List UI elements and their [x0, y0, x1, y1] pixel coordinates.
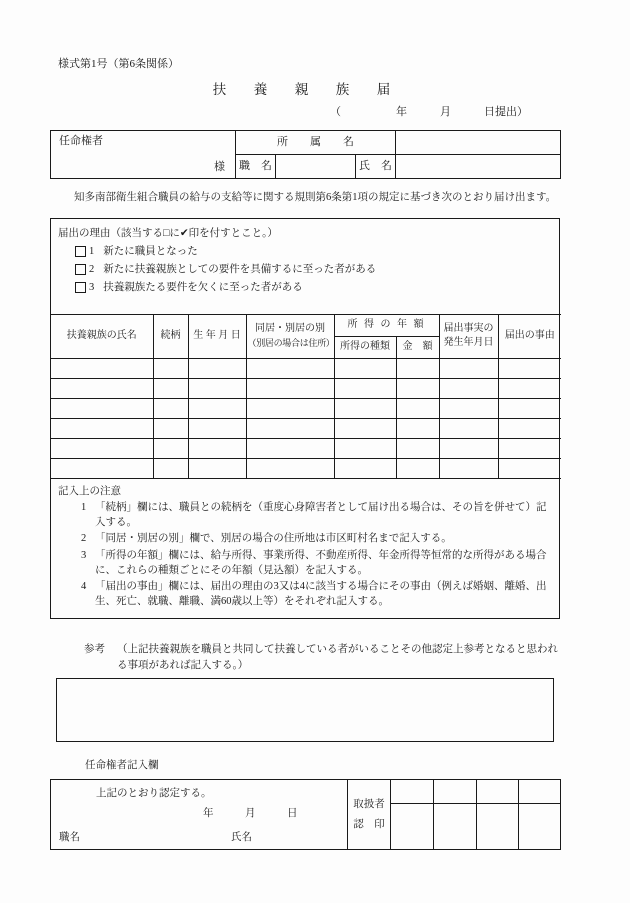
department-value-cell[interactable]: [396, 131, 561, 155]
fact-date-label-line1: 届出事実の: [443, 322, 494, 334]
handler-label-line2: 認 印: [353, 818, 385, 830]
reason-checkbox-1[interactable]: [75, 246, 86, 257]
reason-item-2: [58, 262, 551, 277]
certification-cell: [51, 780, 348, 850]
note-item-1: [58, 500, 551, 530]
table-row: [51, 458, 561, 478]
table-cell-empty[interactable]: [334, 358, 396, 378]
table-row: [51, 398, 561, 418]
table-row: [51, 418, 561, 438]
appointer-label: 任命権者: [59, 135, 103, 148]
table-cell-empty[interactable]: [153, 418, 188, 438]
seal-cell-3-top[interactable]: [477, 780, 519, 804]
col-header-notification-reason: 届出の事由: [498, 314, 561, 358]
certification-table: [50, 779, 561, 850]
table-cell-empty[interactable]: [153, 458, 188, 478]
col-header-income-amount: 金 額: [396, 336, 439, 358]
dependents-table-body: [51, 358, 561, 478]
note-text: 「続柄」欄には、職員との続柄を（重度心身障害者として届け出る場合は、その旨を併せて）記入する。: [95, 501, 547, 529]
reference-text: （上記扶養親族を職員と共同して扶養している者がいることその他認定上参考となると思われる事項があれば記入する。）: [117, 644, 558, 671]
reason-number: 2: [89, 264, 95, 276]
cohabitation-label-line2: （別居の場合は住所）: [247, 337, 335, 348]
sama-suffix: 様: [214, 160, 225, 173]
table-cell-empty[interactable]: [396, 418, 439, 438]
col-header-annual-income: 所 得 の 年 額: [334, 314, 439, 336]
appointer-cell: [51, 131, 236, 179]
table-cell-empty[interactable]: [188, 358, 246, 378]
certify-date-line: 年 月 日: [203, 808, 298, 820]
table-cell-empty[interactable]: [188, 378, 246, 398]
note-text: 「届出の事由」欄には、届出の理由の3又は4に該当する場合にその事由（例えば婚姻、離婚、出生、死亡、就職、離職、満60歳以上等）をそれぞれ記入する。: [95, 580, 547, 608]
table-cell-empty[interactable]: [498, 378, 561, 398]
reason-number: 3: [89, 282, 95, 294]
table-row: [51, 358, 561, 378]
seal-cell-4[interactable]: [519, 804, 561, 850]
note-number: 3: [81, 549, 87, 561]
table-row: [51, 438, 561, 458]
handler-seal-label: [348, 780, 391, 850]
reference-note: [50, 642, 560, 672]
intro-text: 知多南部衛生組合職員の給与の支給等に関する規則第6条第1項の規定に基づき次のとおり届け出ます。: [74, 192, 557, 204]
table-cell-empty[interactable]: [153, 358, 188, 378]
table-cell-empty[interactable]: [334, 398, 396, 418]
table-cell-empty[interactable]: [334, 378, 396, 398]
table-cell-empty[interactable]: [153, 378, 188, 398]
table-cell-empty[interactable]: [439, 418, 498, 438]
form-body-box: [50, 218, 560, 620]
col-header-birthdate: 生 年 月 日: [188, 314, 246, 358]
note-item-4: [58, 579, 551, 609]
table-cell-empty[interactable]: [396, 438, 439, 458]
table-cell-empty[interactable]: [334, 438, 396, 458]
table-cell-empty[interactable]: [153, 398, 188, 418]
note-number: 1: [81, 501, 87, 513]
page-title: 扶 養 親 族 届: [212, 81, 398, 97]
department-label: 所 属 名: [236, 131, 396, 155]
table-cell-empty[interactable]: [51, 418, 153, 438]
table-cell-empty[interactable]: [246, 418, 334, 438]
seal-cell-4-top[interactable]: [519, 780, 561, 804]
col-header-relationship: 続柄: [153, 314, 188, 358]
seal-cell-2[interactable]: [434, 804, 477, 850]
reason-checkbox-3[interactable]: [75, 282, 86, 293]
table-cell-empty[interactable]: [396, 398, 439, 418]
certify-text: 上記のとおり認定する。: [96, 788, 212, 800]
table-cell-empty[interactable]: [334, 418, 396, 438]
table-cell-empty[interactable]: [188, 438, 246, 458]
table-cell-empty[interactable]: [396, 358, 439, 378]
notes-heading: 記入上の注意: [58, 485, 121, 497]
table-cell-empty[interactable]: [498, 398, 561, 418]
table-row: [51, 378, 561, 398]
fact-date-label-line2: 発生年月日: [443, 337, 494, 349]
reason-label: 新たに職員となった: [103, 245, 198, 257]
table-cell-empty[interactable]: [334, 458, 396, 478]
reason-item-3: [58, 280, 551, 295]
reason-section: [51, 219, 559, 314]
table-cell-empty[interactable]: [51, 398, 153, 418]
note-item-2: [58, 531, 551, 546]
table-cell-empty[interactable]: [246, 438, 334, 458]
table-cell-empty[interactable]: [498, 418, 561, 438]
reason-heading: 届出の理由（該当する□に✔印を付すとこと。）: [58, 227, 278, 239]
table-cell-empty[interactable]: [51, 378, 153, 398]
note-number: 2: [81, 533, 87, 545]
seal-cell-1-top[interactable]: [391, 780, 434, 804]
note-text: 「所得の年額」欄には、給与所得、事業所得、不動産所得、年金所得等恒常的な所得がある場合に、これらの種類ごとにその年額（見込額）を記入する。: [95, 549, 547, 576]
certify-name-label: 氏名: [231, 831, 252, 843]
submission-date-line: （ 年 月 日提出）: [330, 105, 528, 118]
col-header-fact-date: [439, 314, 498, 358]
table-cell-empty[interactable]: [498, 358, 561, 378]
col-header-income-type: 所得の種類: [334, 336, 396, 358]
note-number: 4: [81, 580, 87, 592]
table-cell-empty[interactable]: [396, 378, 439, 398]
reason-label: 新たに扶養親族としての要件を具備するに至った者がある: [103, 264, 377, 276]
table-cell-empty[interactable]: [188, 458, 246, 478]
table-cell-empty[interactable]: [51, 458, 153, 478]
table-cell-empty[interactable]: [498, 438, 561, 458]
table-cell-empty[interactable]: [246, 398, 334, 418]
table-cell-empty[interactable]: [188, 398, 246, 418]
table-cell-empty[interactable]: [439, 458, 498, 478]
appointer-entry-heading: 任命権者記入欄: [85, 759, 159, 771]
table-cell-empty[interactable]: [439, 378, 498, 398]
notes-section: [51, 479, 559, 619]
table-cell-empty[interactable]: [439, 398, 498, 418]
table-cell-empty[interactable]: [439, 358, 498, 378]
table-cell-empty[interactable]: [51, 358, 153, 378]
handler-label-line1: 取扱者: [353, 798, 385, 810]
note-item-3: [58, 548, 551, 578]
reason-number: 1: [89, 245, 95, 257]
note-text: 「同居・別居の別」欄で、別居の場合の住所地は市区町村名まで記入する。: [95, 533, 452, 545]
table-cell-empty[interactable]: [396, 458, 439, 478]
seal-cell-1[interactable]: [391, 804, 434, 850]
certify-jobtitle-label: 職名: [59, 831, 80, 843]
table-cell-empty[interactable]: [498, 458, 561, 478]
jobtitle-label: 職 名: [236, 155, 276, 179]
col-header-dependent-name: 扶養親族の氏名: [51, 314, 153, 358]
table-cell-empty[interactable]: [153, 438, 188, 458]
table-cell-empty[interactable]: [246, 358, 334, 378]
name-label: 氏 名: [356, 155, 396, 179]
seal-cell-2-top[interactable]: [434, 780, 477, 804]
table-cell-empty[interactable]: [439, 438, 498, 458]
seal-cell-3[interactable]: [477, 804, 519, 850]
reason-checkbox-2[interactable]: [75, 264, 86, 275]
reference-input-box[interactable]: [56, 678, 554, 742]
addressee-table: [50, 130, 561, 179]
jobtitle-value-cell[interactable]: [276, 155, 356, 179]
col-header-cohabitation: [246, 314, 334, 358]
dependents-table: [51, 314, 561, 479]
table-cell-empty[interactable]: [246, 458, 334, 478]
cohabitation-label-line1: 同居・別居の別: [255, 323, 325, 335]
form-number: 様式第1号（第6条関係）: [58, 58, 179, 70]
table-cell-empty[interactable]: [246, 378, 334, 398]
reason-item-1: [58, 244, 551, 259]
table-cell-empty[interactable]: [188, 418, 246, 438]
reason-label: 扶養親族たる要件を欠くに至った者がある: [103, 282, 303, 294]
name-value-cell[interactable]: [396, 155, 561, 179]
reference-label: 参考: [84, 644, 105, 656]
table-cell-empty[interactable]: [51, 438, 153, 458]
